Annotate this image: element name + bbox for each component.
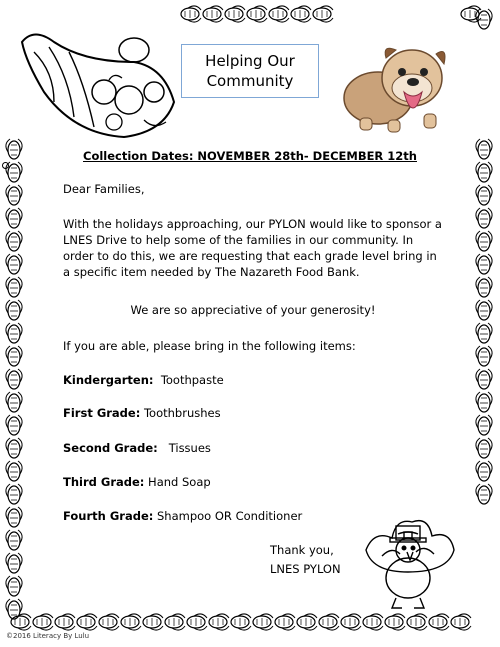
bulldog-mascot-icon — [338, 36, 458, 136]
cornucopia-icon — [14, 22, 184, 142]
signature: LNES PYLON — [270, 562, 341, 576]
margin-dot — [2, 162, 9, 169]
grade-label: Kindergarten: — [63, 373, 154, 387]
grade-label: Second Grade: — [63, 441, 158, 455]
pilgrim-turkey-icon — [352, 512, 464, 612]
grade-item: Shampoo OR Conditioner — [157, 509, 303, 523]
grade-item: Tissues — [168, 441, 211, 455]
grade-label: First Grade: — [63, 406, 141, 420]
title-box — [181, 44, 319, 98]
body-paragraph: With the holidays approaching, our PYLON would like to sponsor a LNES Drive to help some of the families in our community. In order to do this, we are requesting that each grade level bring in a specific item needed by The Nazareth Food Bank. — [63, 217, 442, 279]
grade-item: Toothpaste — [160, 373, 224, 387]
title-line-2: Community — [206, 72, 294, 90]
grade-label: Fourth Grade: — [63, 509, 154, 523]
list-item — [63, 440, 443, 456]
list-item — [63, 372, 443, 388]
list-item — [63, 405, 443, 421]
copyright-notice: ©2016 Literacy By Lulu — [6, 632, 90, 640]
request-line: If you are able, please bring in the following items: — [63, 339, 356, 353]
grade-item: Toothbrushes — [143, 406, 221, 420]
thank-you: Thank you, — [270, 543, 334, 557]
title-line-1: Helping Our — [205, 52, 295, 70]
greeting: Dear Families, — [63, 182, 145, 196]
collection-dates: Collection Dates: NOVEMBER 28th- DECEMBER 12th — [83, 149, 417, 163]
grade-label: Third Grade: — [63, 475, 145, 489]
appreciation-line: We are so appreciative of your generosity! — [130, 303, 376, 317]
closing-block — [270, 541, 341, 579]
grade-item: Hand Soap — [148, 475, 211, 489]
list-item — [63, 474, 443, 490]
